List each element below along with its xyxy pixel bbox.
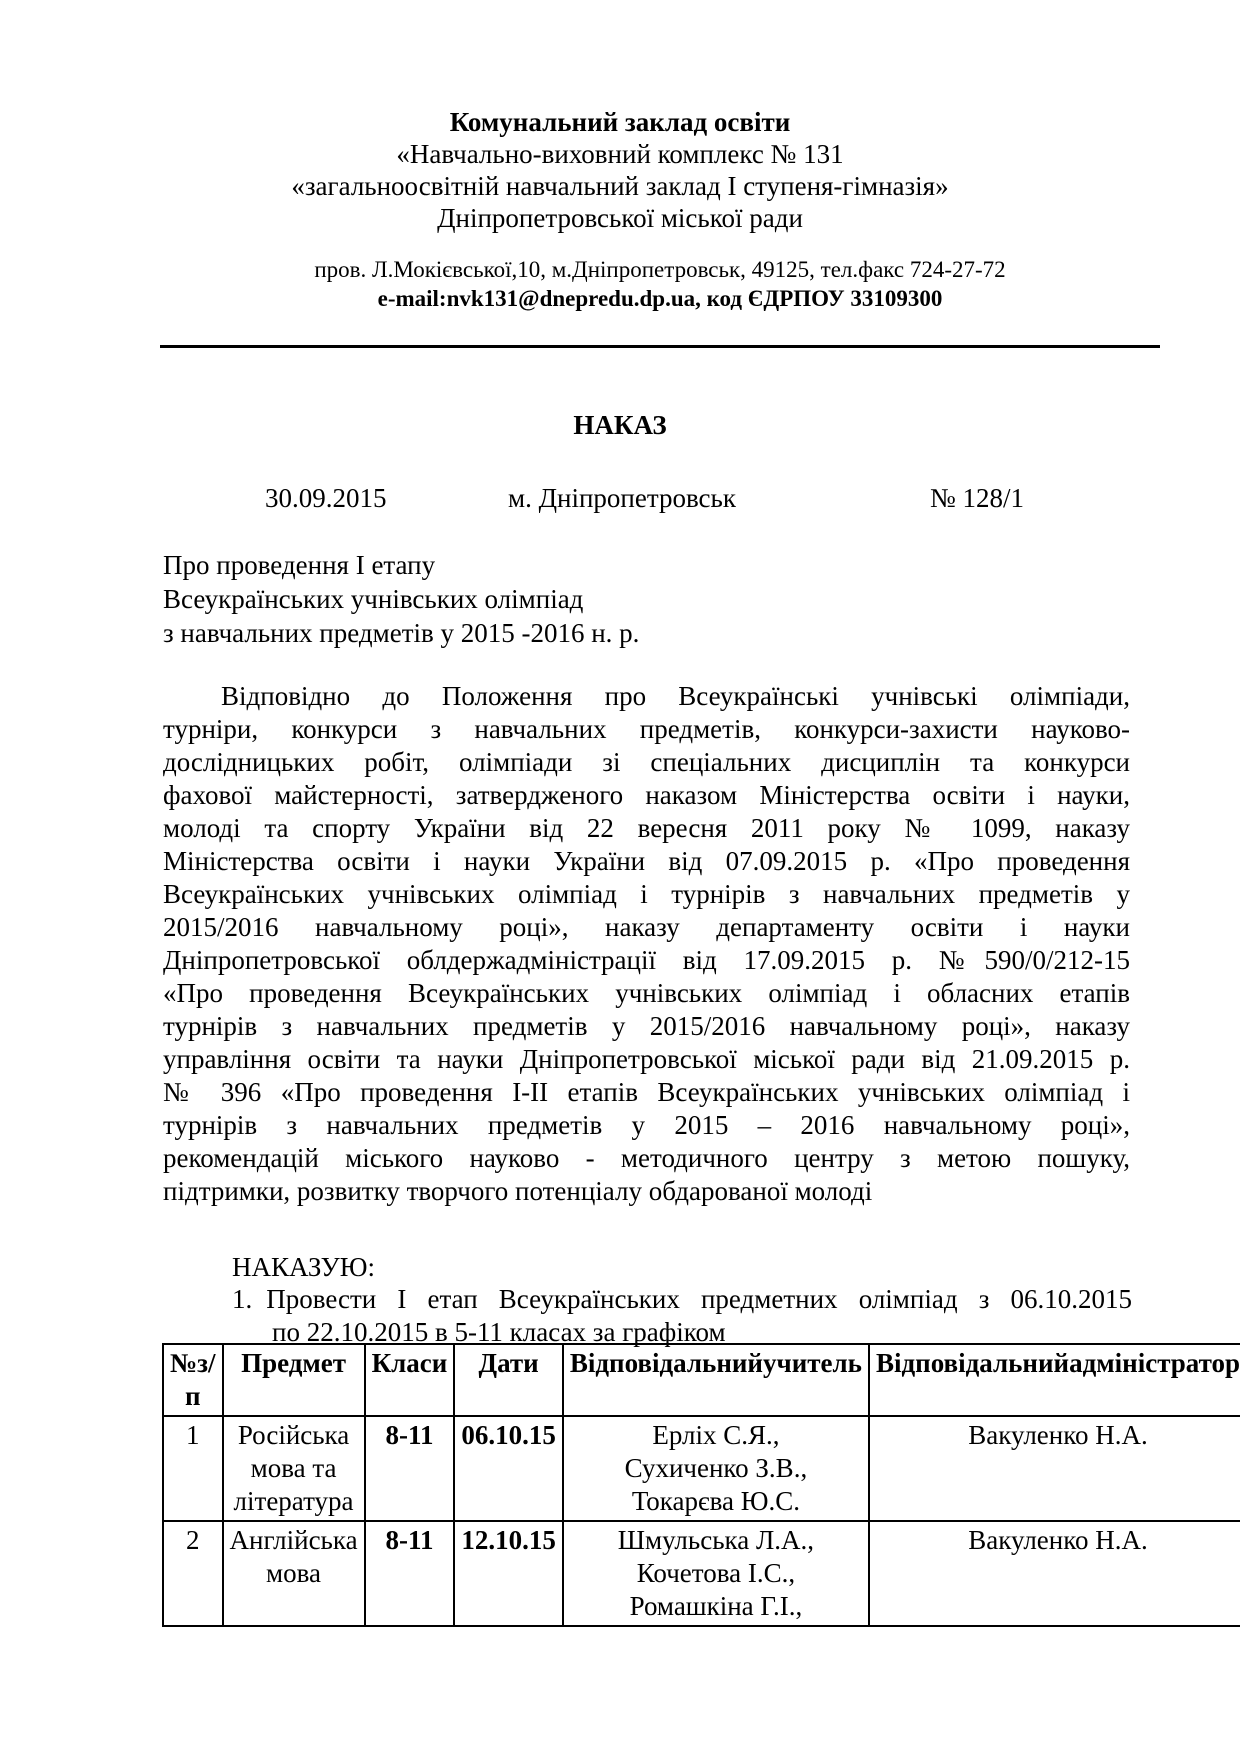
paragraph-line: управління освіти та науки Дніпропетровської міської ради від 21.09.2015 р.: [163, 1044, 1130, 1074]
org-contacts: e-mail:nvk131@dnepredu.dp.ua, код ЄДРПОУ 33109300: [377, 286, 943, 311]
cell-number: 2: [163, 1521, 223, 1626]
directive-item-line: [232, 1283, 1132, 1316]
org-address: пров. Л.Мокієвської,10, м.Дніпропетровськ, 49125, тел.факс 724-27-72: [314, 257, 1006, 282]
directive-item-1: [232, 1283, 1132, 1349]
col-header-number: №з/п: [163, 1344, 223, 1416]
item-text: Провести І етап Всеукраїнських предметних олімпіад з 06.10.2015: [266, 1284, 1132, 1314]
paragraph-line: турнірів з навчальних предметів у 2015 – 2016 навчальному році»,: [163, 1110, 1130, 1140]
header-divider: [160, 345, 1160, 348]
order-date: 30.09.2015: [265, 483, 387, 513]
paragraph-line: Всеукраїнських учнівських олімпіад і турнірів з навчальних предметів у: [163, 879, 1130, 909]
item-number: 1.: [232, 1284, 253, 1314]
org-complex: «Навчально-виховний комплекс № 131: [396, 139, 844, 169]
org-council: Дніпропетровської міської ради: [437, 203, 803, 233]
cell-date: 12.10.15: [454, 1521, 563, 1626]
col-header-dates: Дати: [454, 1344, 563, 1416]
paragraph-line: Міністерства освіти і науки України від 07.09.2015 р. «Про проведення: [163, 846, 1130, 876]
table-row: [163, 1521, 1240, 1626]
subject-line: Всеукраїнських учнівських олімпіад: [163, 584, 584, 614]
subject-line: з навчальних предметів у 2015 -2016 н. р.: [163, 618, 640, 648]
org-type: «загальноосвітній навчальний заклад І ступеня-гімназія»: [291, 171, 949, 201]
directive-label: НАКАЗУЮ:: [232, 1252, 376, 1282]
paragraph-line: 2015/2016 навчальному році», наказу департаменту освіти і науки: [163, 912, 1130, 942]
order-title: НАКАЗ: [573, 410, 667, 440]
paragraph-line: дослідницьких робіт, олімпіади зі спеціальних дисциплін та конкурси: [163, 747, 1130, 777]
table-header-row: [163, 1344, 1240, 1416]
paragraph-line: № 396 «Про проведення І-ІІ етапів Всеукраїнських учнівських олімпіад і: [163, 1077, 1130, 1107]
cell-number: 1: [163, 1416, 223, 1521]
org-name: Комунальний заклад освіти: [449, 107, 791, 137]
col-header-teacher: Відповідальнийучитель: [563, 1344, 869, 1416]
paragraph-line: рекомендацій міського науково - методичного центру з метою пошуку,: [163, 1143, 1130, 1173]
olympiad-schedule-table: [162, 1343, 1240, 1627]
paragraph-line: «Про проведення Всеукраїнських учнівських олімпіад і обласних етапів: [163, 978, 1130, 1008]
cell-teachers: Шмульська Л.А., Кочетова І.С., Ромашкіна Г.І.,: [563, 1521, 869, 1626]
paragraph-line: підтримки, розвитку творчого потенціалу обдарованої молоді: [163, 1176, 873, 1206]
order-number: № 128/1: [930, 483, 1025, 513]
cell-subject: Англійська мова: [223, 1521, 365, 1626]
col-header-admin: Відповідальнийадміністратор: [869, 1344, 1240, 1416]
cell-admin: Вакуленко Н.А.: [869, 1416, 1240, 1521]
table-row: [163, 1416, 1240, 1521]
paragraph-line: Дніпропетровської облдержадміністрації від 17.09.2015 р. №590/0/212-15: [163, 945, 1130, 975]
paragraph-line: турнірів з навчальних предметів у 2015/2016 навчальному році», наказу: [163, 1011, 1130, 1041]
cell-grades: 8-11: [365, 1416, 455, 1521]
paragraph-line: молоді та спорту України від 22 вересня 2011 року № 1099, наказу: [163, 813, 1130, 843]
preamble-paragraph: [163, 680, 1130, 1208]
subject-line: Про проведення І етапу: [163, 550, 436, 580]
directive-item-line: по 22.10.2015 в 5-11 класах за графіком: [272, 1317, 726, 1347]
paragraph-line: Відповідно до Положення про Всеукраїнські учнівські олімпіади,: [221, 681, 1130, 711]
cell-subject: Російська мова та література: [223, 1416, 365, 1521]
order-city: м. Дніпропетровськ: [508, 483, 736, 513]
cell-admin: Вакуленко Н.А.: [869, 1521, 1240, 1626]
cell-grades: 8-11: [365, 1521, 455, 1626]
col-header-subject: Предмет: [223, 1344, 365, 1416]
cell-teachers: Ерліх С.Я., Сухиченко З.В., Токарєва Ю.С.: [563, 1416, 869, 1521]
paragraph-line: фахової майстерності, затвердженого наказом Міністерства освіти і науки,: [163, 780, 1130, 810]
cell-date: 06.10.15: [454, 1416, 563, 1521]
paragraph-line: турніри, конкурси з навчальних предметів, конкурси-захисти науково-: [163, 714, 1130, 744]
col-header-grades: Класи: [365, 1344, 455, 1416]
